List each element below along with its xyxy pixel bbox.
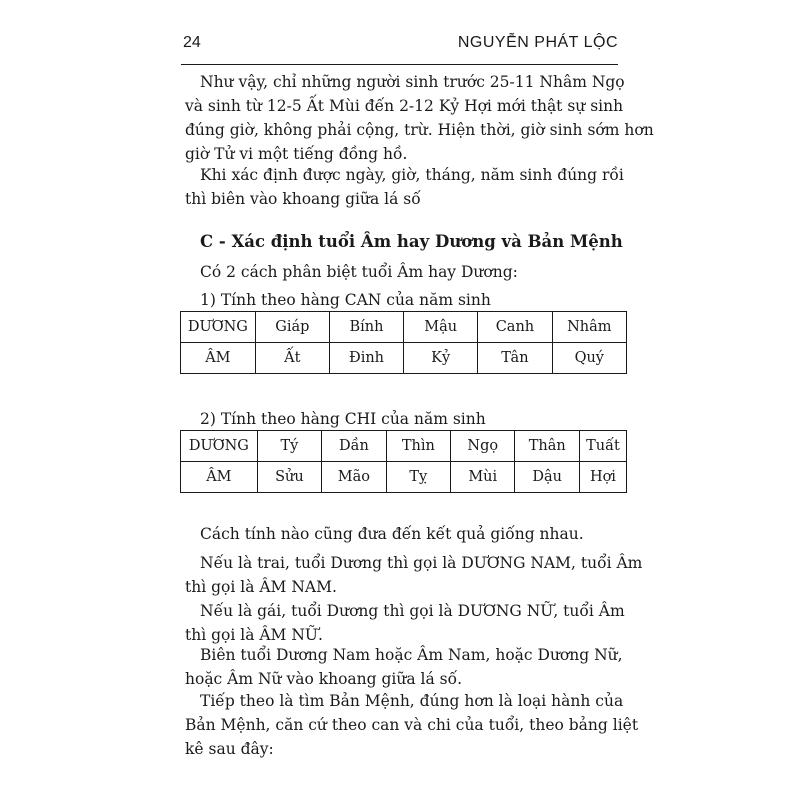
table-row-am — [181, 462, 627, 493]
table-cell: Tuất — [579, 431, 626, 462]
table-cell: Tân — [478, 343, 552, 374]
conclusion-paragraph-1 — [185, 522, 621, 546]
table-cell: Quý — [552, 343, 626, 374]
table-cell: Thân — [515, 431, 579, 462]
table-cell: Mậu — [404, 312, 478, 343]
table-can — [180, 311, 627, 374]
table-cell: Tý — [257, 431, 321, 462]
section-title: C - Xác định tuổi Âm hay Dương và Bản Mệnh — [200, 232, 623, 251]
page-number: 24 — [183, 34, 201, 51]
table-cell: Dần — [322, 431, 386, 462]
text-line: Như vậy, chỉ những người sinh trước 25-11 Nhâm Ngọ — [200, 73, 625, 91]
conclusion-paragraph-4 — [185, 643, 621, 691]
table-cell: Kỷ — [404, 343, 478, 374]
table-cell: Ngọ — [451, 431, 515, 462]
intro-paragraph-1 — [185, 70, 654, 166]
table-cell: Thìn — [386, 431, 450, 462]
table-cell: DƯƠNG — [181, 312, 256, 343]
table-cell: Tỵ — [386, 462, 450, 493]
table-cell: Ất — [255, 343, 329, 374]
table-row-duong — [181, 431, 627, 462]
section-lead — [185, 260, 621, 284]
method-2-caption — [185, 407, 621, 431]
text-line: và sinh từ 12-5 Ất Mùi đến 2-12 Kỷ Hợi mới thật sự sinh — [185, 97, 624, 115]
table-cell: Canh — [478, 312, 552, 343]
text-line: thì biên vào khoang giữa lá số — [185, 190, 421, 208]
table-cell: Hợi — [579, 462, 626, 493]
text-line: kê sau đây: — [185, 740, 274, 758]
table-cell: ÂM — [181, 462, 258, 493]
table-chi — [180, 430, 627, 493]
table-cell: Đinh — [329, 343, 403, 374]
table-row-am — [181, 343, 627, 374]
text-line: Biên tuổi Dương Nam hoặc Âm Nam, hoặc Dương Nữ, — [200, 646, 623, 664]
text-line: Nếu là gái, tuổi Dương thì gọi là DƯƠNG NỮ, tuổi Âm — [200, 602, 625, 620]
text-line: thì gọi là ÂM NAM. — [185, 578, 337, 596]
table-cell: Bính — [329, 312, 403, 343]
text-line: Nếu là trai, tuổi Dương thì gọi là DƯƠNG NAM, tuổi Âm — [200, 554, 643, 572]
table-cell: Mùi — [451, 462, 515, 493]
text-line: giờ Tử vi một tiếng đồng hồ. — [185, 145, 408, 163]
page-header — [181, 30, 618, 65]
text-line: hoặc Âm Nữ vào khoang giữa lá số. — [185, 670, 463, 688]
text-line: 1) Tính theo hàng CAN của năm sinh — [200, 291, 491, 309]
intro-paragraph-2 — [185, 163, 624, 211]
text-line: 2) Tính theo hàng CHI của năm sinh — [200, 410, 486, 428]
running-head-author: NGUYỄN PHÁT LỘC — [457, 34, 618, 51]
text-line: Có 2 cách phân biệt tuổi Âm hay Dương: — [200, 263, 518, 281]
table-cell: DƯƠNG — [181, 431, 258, 462]
table-cell: Giáp — [255, 312, 329, 343]
table-cell: Sửu — [257, 462, 321, 493]
text-line: thì gọi là ÂM NỮ. — [185, 626, 323, 644]
table-cell: Mão — [322, 462, 386, 493]
method-1-caption — [185, 288, 621, 312]
text-line: Khi xác định được ngày, giờ, tháng, năm sinh đúng rồi — [200, 166, 624, 184]
text-line: Bản Mệnh, căn cứ theo can và chi của tuổi, theo bảng liệt — [185, 716, 639, 734]
table-cell: Nhâm — [552, 312, 626, 343]
text-line: Tiếp theo là tìm Bản Mệnh, đúng hơn là loại hành của — [200, 692, 624, 710]
table-row-duong — [181, 312, 627, 343]
table-cell: Dậu — [515, 462, 579, 493]
conclusion-paragraph-2 — [185, 551, 643, 599]
text-line: đúng giờ, không phải cộng, trừ. Hiện thời, giờ sinh sớm hơn — [185, 121, 654, 139]
text-line: Cách tính nào cũng đưa đến kết quả giống nhau. — [200, 525, 584, 543]
table-cell: ÂM — [181, 343, 256, 374]
conclusion-paragraph-3 — [185, 599, 625, 647]
conclusion-paragraph-5 — [185, 689, 639, 761]
